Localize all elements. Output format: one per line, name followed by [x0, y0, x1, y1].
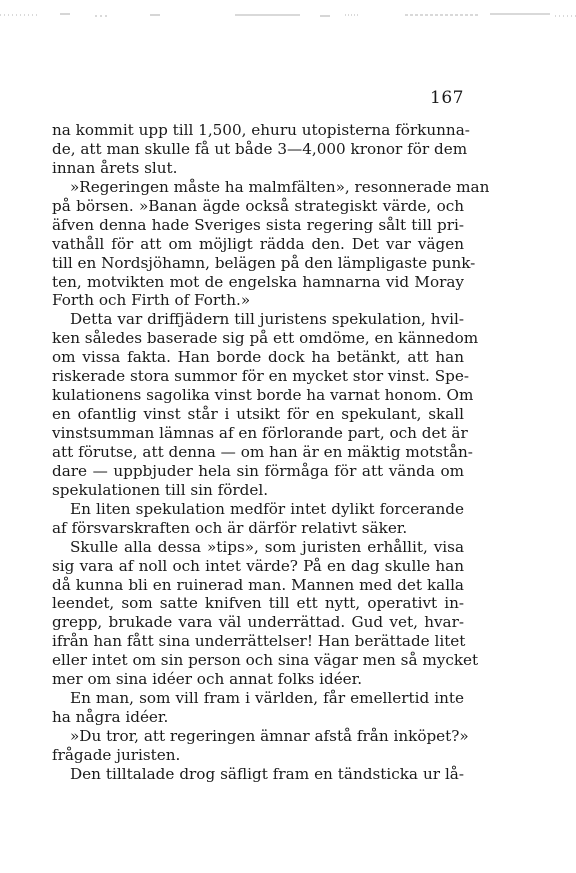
text-line: na kommit upp till 1,500, ehuru utopisterna förkunna-: [52, 121, 470, 139]
text-line: sig vara af noll och intet värde? På en dag skulle han: [52, 556, 464, 575]
text-line: innan årets slut.: [52, 158, 178, 177]
text-line: mer om sina idéer och annat folks idéer.: [52, 670, 363, 689]
text-line: »Regeringen måste ha malmfälten», resonnerade man: [70, 177, 490, 196]
text-line: dare — uppbjuder hela sin förmåga för att vända om: [52, 461, 464, 480]
text-line: »Du tror, att regeringen ämnar afstå från inköpet?»: [70, 727, 469, 745]
text-line: leendet, som satte knifven till ett nytt, operativt in-: [52, 594, 464, 613]
text-line: Skulle alla dessa »tips», som juristen erhållit, visa: [70, 537, 464, 556]
text-line: ha några idéer.: [52, 708, 169, 727]
page-number: 167: [430, 88, 464, 108]
text-line: frågade juristen.: [52, 745, 181, 764]
text-line: att förutse, att denna — om han är en mäktig motstån-: [52, 442, 473, 461]
text-line: af försvarskraften och är därför relativt säker.: [52, 518, 408, 537]
text-line: eller intet om sin person och sina vägar men så mycket: [52, 651, 479, 670]
text-line: vathåll för att om möjligt rädda den. Det var vägen: [52, 234, 464, 253]
scan-border-specks: [0, 12, 576, 20]
text-line: de, att man skulle få ut både 3—4,000 kronor för dem: [52, 139, 468, 158]
body-text: [52, 121, 490, 784]
text-line: ten, motvikten mot de engelska hamnarna vid Moray: [52, 272, 464, 291]
text-line: En liten spekulation medför intet dylikt forcerande: [70, 499, 464, 518]
text-line: ken således baserade sig på ett omdöme, en kännedom: [52, 329, 479, 348]
text-line: om vissa fakta. Han borde dock ha betänkt, att han: [52, 348, 464, 367]
text-line: spekulationen till sin fördel.: [52, 480, 269, 499]
text-line: vinstsumman lämnas af en förlorande part, och det är: [52, 424, 468, 442]
text-line: på börsen. »Banan ägde också strategiskt värde, och: [52, 196, 464, 215]
text-line: en ofantlig vinst står i utsikt för en spekulant, skall: [52, 405, 464, 424]
text-line: ifrån han fått sina underrättelser! Han berättade litet: [52, 632, 466, 651]
text-line: kulationens sagolika vinst borde ha varnat honom. Om: [52, 386, 474, 405]
text-line: då kunna bli en ruinerad man. Mannen med det kalla: [52, 575, 464, 594]
text-line: grepp, brukade vara väl underrättad. Gud vet, hvar-: [52, 613, 464, 632]
text-line: Den tilltalade drog säfligt fram en tändsticka ur lå-: [70, 764, 464, 783]
text-line: äfven denna hade Sveriges sista regering sålt till pri-: [52, 215, 464, 234]
text-line: Detta var driffjädern till juristens spekulation, hvil-: [70, 310, 464, 329]
text-line: till en Nordsjöhamn, belägen på den lämpligaste punk-: [52, 253, 476, 272]
text-line: Forth och Firth of Forth.»: [52, 291, 251, 310]
text-line: riskerade stora summor för en mycket stor vinst. Spe-: [52, 367, 469, 386]
text-line: En man, som vill fram i världen, får emellertid inte: [70, 689, 464, 708]
